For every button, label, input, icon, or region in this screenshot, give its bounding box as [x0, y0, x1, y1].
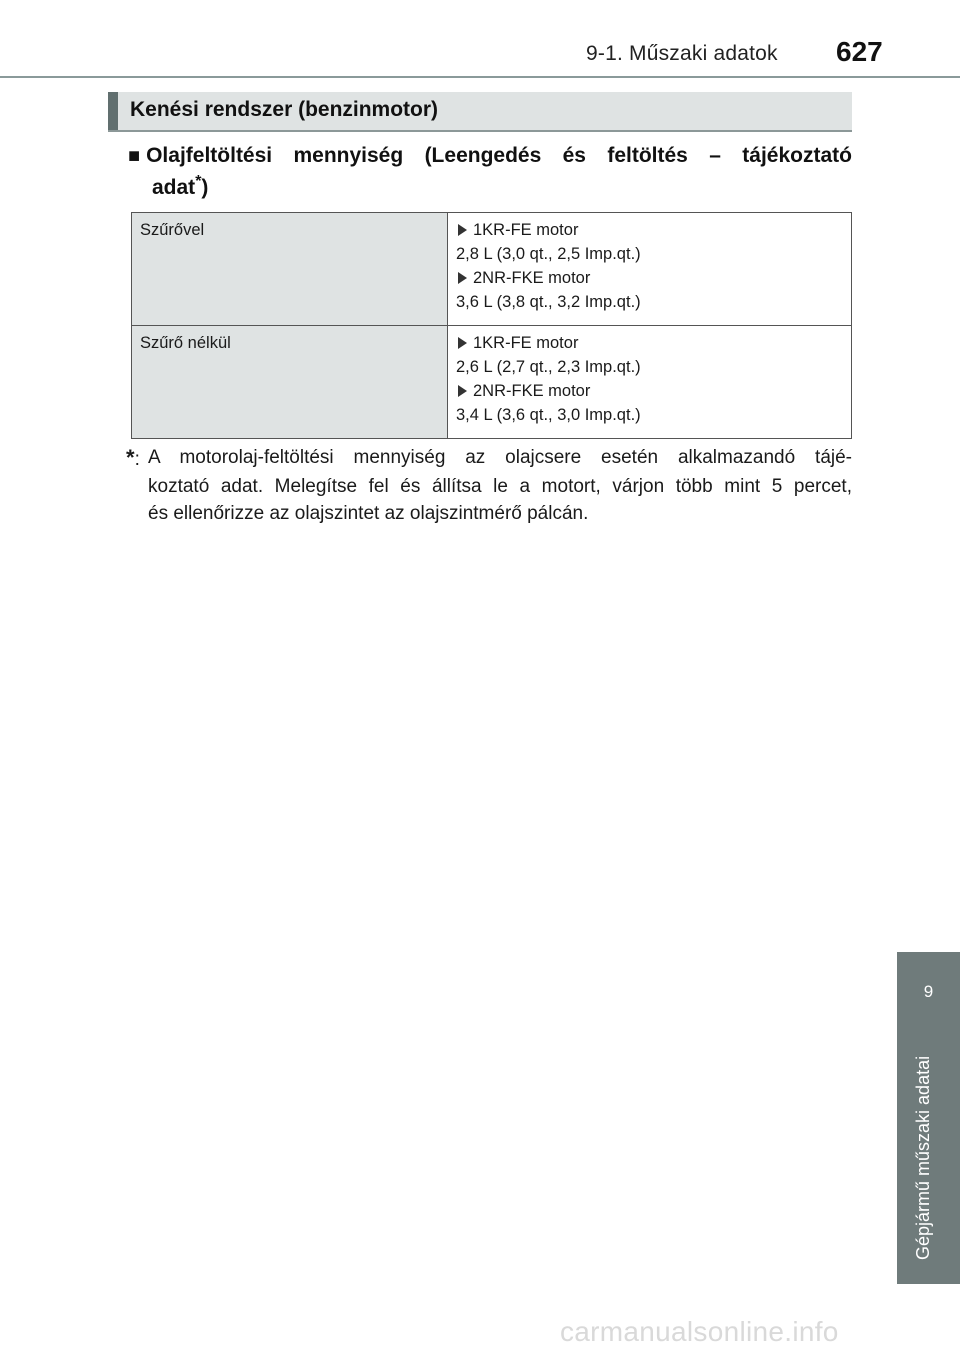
footnote-asterisk: *: [195, 173, 202, 190]
chapter-title-box: [897, 1032, 960, 1352]
oil-capacity-table: [131, 212, 852, 439]
triangle-bullet-icon: [458, 272, 467, 284]
engine-entry: [456, 332, 843, 354]
oil-quantity: 2,6 L (2,7 qt., 2,3 Imp.qt.): [456, 358, 641, 376]
table-row: [132, 326, 852, 439]
engine-entry: [456, 219, 843, 241]
subheading-first-word: ■ Olajfeltöltési: [128, 140, 272, 172]
chapter-title: Gépjármű műszaki adatai: [913, 1055, 933, 1261]
triangle-bullet-icon: [458, 385, 467, 397]
watermark: carmanualsonline.info: [560, 1316, 839, 1347]
header-divider: [0, 76, 960, 78]
subheading-word: –: [709, 144, 721, 167]
subheading-word: (Leengedés: [424, 144, 542, 167]
engine-name: 1KR-FE motor: [473, 220, 579, 239]
subheading-word: feltöltés: [607, 144, 688, 167]
section-title: Kenési rendszer (benzinmotor): [130, 98, 439, 121]
row-values: [448, 213, 852, 326]
oil-quantity: 3,4 L (3,6 qt., 3,0 Imp.qt.): [456, 406, 641, 424]
engine-entry: [456, 380, 843, 402]
chapter-number: 9: [897, 952, 960, 1032]
footnote-line-3: és ellenőrizze az olajszintet az olajszintmérő pálcán.: [148, 503, 589, 524]
section-accent-block: [108, 92, 118, 130]
engine-name: 2NR-FKE motor: [473, 268, 591, 287]
page-number: 627: [836, 36, 883, 67]
table-row: [132, 213, 852, 326]
footnote-text: A motorolaj-feltöltési mennyiség az olajcsere esetén alkalmazandó tájé-: [148, 447, 852, 468]
section-heading-bar: [108, 92, 852, 132]
engine-name: 1KR-FE motor: [473, 333, 579, 352]
running-header-section: 9-1. Műszaki adatok: [586, 42, 778, 65]
oil-quantity: 2,8 L (3,0 qt., 2,5 Imp.qt.): [456, 245, 641, 263]
footnote: [126, 444, 852, 527]
footnote-line-2: koztató adat. Melegítse fel és állítsa le a motort, várjon több mint 5 percet,: [148, 476, 852, 497]
row-label: Szűrővel: [132, 213, 448, 326]
row-values: [448, 326, 852, 439]
square-bullet-icon: ■: [128, 145, 141, 167]
subheading-word: tájékoztató: [742, 144, 852, 167]
engine-name: 2NR-FKE motor: [473, 381, 591, 400]
subheading-word: és: [562, 144, 586, 167]
row-label: Szűrő nélkül: [132, 326, 448, 439]
subheading-word: mennyiség: [293, 144, 404, 167]
engine-entry: [456, 267, 843, 289]
subheading: [128, 140, 852, 204]
chapter-title-bar: [897, 1032, 960, 1284]
triangle-bullet-icon: [458, 337, 467, 349]
subheading-line-1: [128, 140, 852, 172]
footnote-marker: *:: [126, 445, 140, 470]
subheading-line-2: adat*): [152, 173, 209, 199]
oil-quantity: 3,6 L (3,8 qt., 3,2 Imp.qt.): [456, 293, 641, 311]
footnote-line-1: [126, 444, 852, 473]
triangle-bullet-icon: [458, 224, 467, 236]
chapter-side-tab: [897, 952, 960, 1352]
